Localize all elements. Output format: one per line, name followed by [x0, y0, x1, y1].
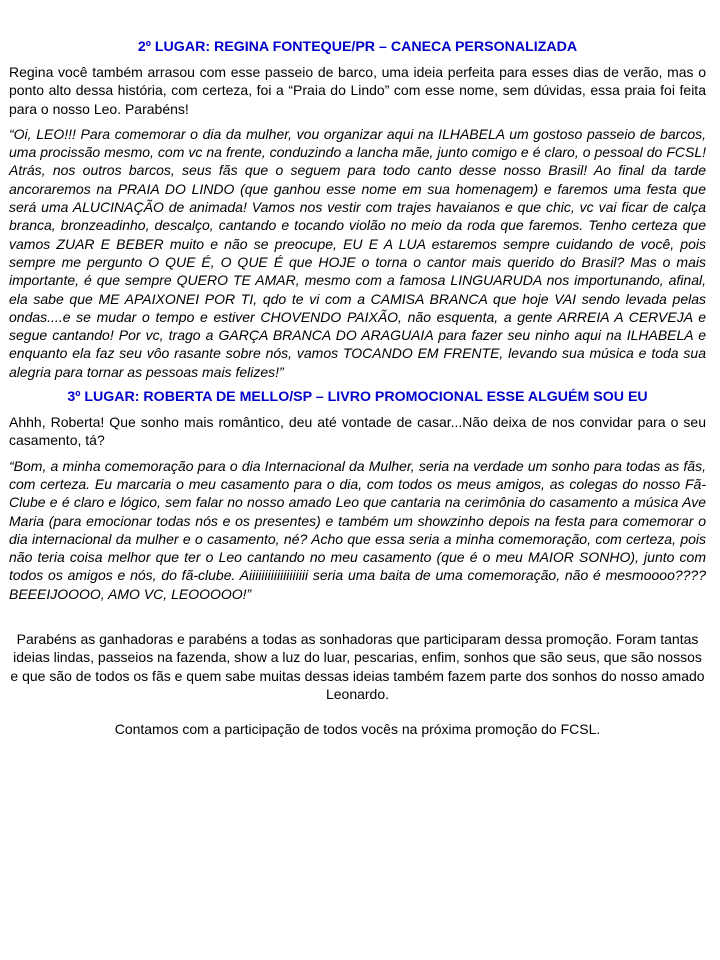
closing-paragraph-1: Parabéns as ganhadoras e parabéns a todas as sonhadoras que participaram dessa promoção. Foram tantas ideias lindas, passeios na fazenda, show a luz do luar, pescarias, enfim, sonhos que são seus, que são nossos e que são de todos os fãs e quem sabe muitas dessas ideias também fazem parte dos sonhos do nosso amado Leonardo.	[10, 631, 705, 702]
section-2-intro: Regina você também arrasou com esse passeio de barco, uma ideia perfeita para esses dias de verão, mas o ponto alto dessa história, com certeza, foi a “Praia do Lindo” com esse nome, sem dúvidas, essa praia foi feita para o nosso Leo. Parabéns!	[9, 64, 706, 117]
section-2-quote: “Oi, LEO!!! Para comemorar o dia da mulher, vou organizar aqui na ILHABELA um gostoso passeio de barcos, uma procissão mesmo, com vc na frente, conduzindo a lancha mãe, junto comigo e é claro, o pessoal do FCSL! Atrás, nos outros barcos, seus fãs que o seguem para todo canto desse nosso Brasil! Ao final da tarde ancoraremos na PRAIA DO LINDO (que ganhou esse nome em sua homenagem) e faremos uma festa que será uma ALUCINAÇÃO de animada! Vamos nos vestir com trajes havaianos e que chic, vc vai ficar de calça branca, bronzeadinho, descalço, cantando e tocando violão no meio da roda que faremos. Tenho certeza que vamos ZUAR E BEBER muito e não se preocupe, EU E A LUA estaremos sempre cuidando de você, pois sempre me pergunto O QUE É, O QUE É que HOJE o torna o cantor mais querido do Brasil? Mas o mais importante, é que sempre QUERO TE AMAR, mesmo com a famosa LINGUARUDA nos importunando, afinal, ela sabe que ME APAIXONEI POR TI, qdo te vi com a CAMISA BRANCA que hoje VAI sendo levada pelas ondas....e se mudar o tempo e estiver CHOVENDO PAIXÃO, não esquenta, a gente ARREIA A CERVEJA e segue cantando! Por vc, trago a GARÇA BRANCA DO ARAGUAIA para fazer seu ninho aqui na ILHABELA e enquanto ela faz seu vôo rasante sobre nós, vamos TOCANDO EM FRENTE, levando sua música e toda sua alegria para tornar as pessoas mais felizes!”	[9, 125, 706, 380]
closing-paragraph-2: Contamos com a participação de todos vocês na próxima promoção do FCSL.	[114, 721, 601, 738]
section-2-heading: 2º LUGAR: REGINA FONTEQUE/PR – CANECA PERSONALIZADA	[137, 39, 578, 55]
section-3-intro: Ahhh, Roberta! Que sonho mais romântico, deu até vontade de casar...Não deixa de nos convidar para o seu casamento, tá?	[9, 414, 706, 449]
document-page	[9, 38, 706, 739]
closing-gap	[9, 703, 706, 720]
section-3-heading: 3º LUGAR: ROBERTA DE MELLO/SP – LIVRO PROMOCIONAL ESSE ALGUÉM SOU EU	[67, 389, 648, 406]
section-3-quote: “Bom, a minha comemoração para o dia Internacional da Mulher, seria na verdade um sonho para todas as fãs, com certeza. Eu marcaria o meu casamento para o dia, com todos os meus amigos, as colegas do nosso Fã-Clube e é claro e lógico, sem falar no nosso amado Leo que cantaria na cerimônia do casamento a música Ave Maria (para emocionar todas nós e os presentes) e também um showzinho depois na festa para comemorar o dia internacional da mulher e o casamento, né? Acho que essa seria a minha comemoração, com certeza, pois não teria coisa melhor que ter o Leo cantando no meu casamento (que é o meu MAIOR SONHO), junto com todos os amigos e nós, do fã-clube. Aiiiiiiiiiiiiiiiiiii seria uma baita de uma comemoração, não é mesmoooo???? BEEEIJOOOO, AMO VC, LEOOOOO!”	[9, 457, 706, 602]
section-spacer	[9, 610, 706, 630]
